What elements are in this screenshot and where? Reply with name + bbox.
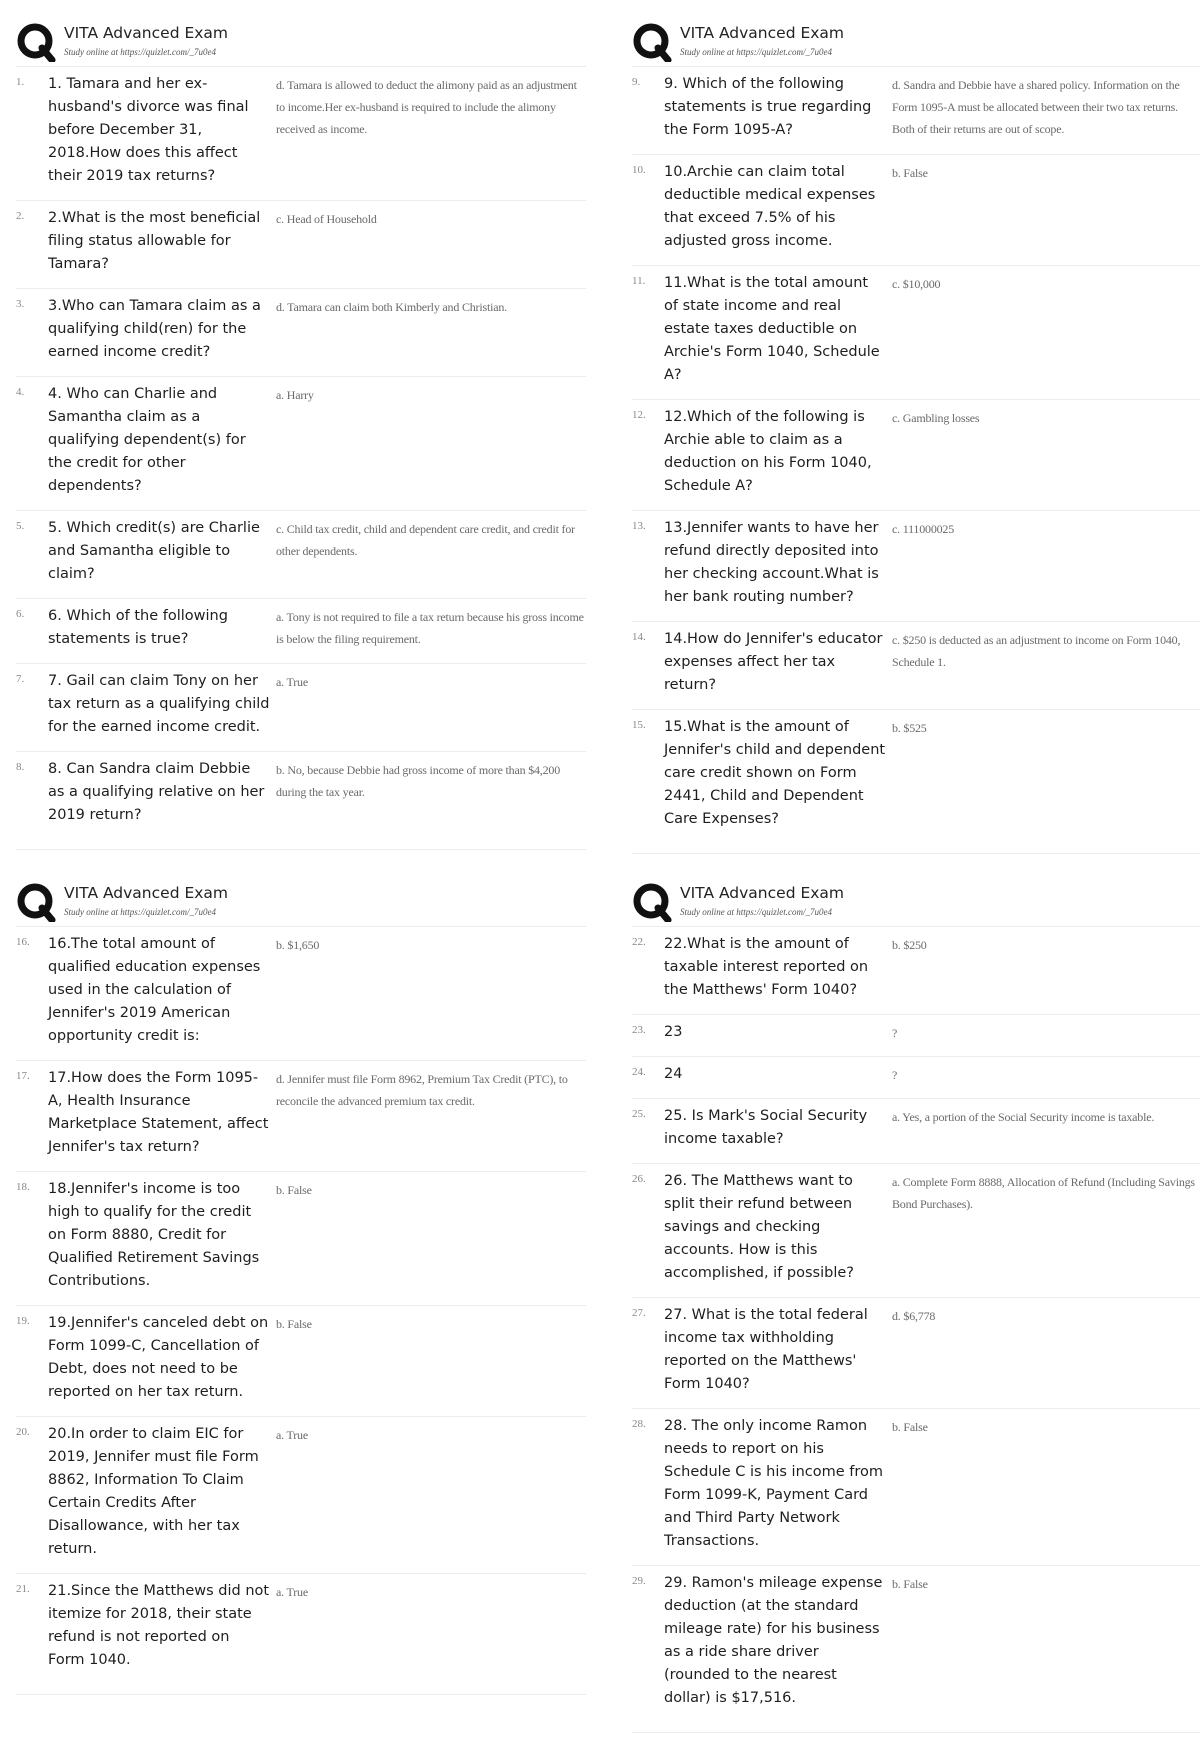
question-number: 9. [632, 76, 641, 88]
question-text: 7. Gail can claim Tony on her tax return as a qualifying child for the earned income credit. [48, 673, 270, 735]
answer-text: ? [892, 1026, 898, 1040]
question-number: 12. [632, 409, 646, 421]
question-number: 11. [632, 275, 646, 287]
qa-row [632, 1163, 1200, 1297]
qa-row [16, 1171, 586, 1305]
qa-row [16, 926, 586, 1060]
question-number: 19. [16, 1315, 30, 1327]
question-number: 17. [16, 1070, 30, 1082]
page-footer [632, 1732, 1200, 1739]
panel-header [16, 878, 586, 924]
exam-title: VITA Advanced Exam [64, 884, 229, 902]
question-number: 16. [16, 936, 30, 948]
question-text: 19.Jennifer's canceled debt on Form 1099-C, Cancellation of Debt, does not need to be reported on her tax return. [48, 1315, 269, 1400]
qa-row [16, 376, 586, 510]
answer-text: c. Head of Household [276, 212, 377, 226]
quizlet-logo-icon [16, 22, 56, 62]
answer-text: b. $1,650 [276, 938, 320, 952]
qa-row [632, 621, 1200, 709]
question-number: 20. [16, 1426, 30, 1438]
answer-text: d. Sandra and Debbie have a shared policy. Information on the Form 1095-A must be allocated between their two tax returns. Both of their returns are out of scope. [892, 78, 1180, 136]
answer-text: a. True [276, 1585, 308, 1599]
answer-text: c. $250 is deducted as an adjustment to income on Form 1040, Schedule 1. [892, 633, 1181, 669]
question-text: 25. Is Mark's Social Security income taxable? [664, 1108, 868, 1147]
question-number: 7. [16, 673, 25, 685]
qa-row [16, 510, 586, 598]
panel-header [16, 18, 586, 64]
question-text: 28. The only income Ramon needs to report on his Schedule C is his income from Form 1099-K, Payment Card and Third Party Network Transactions. [664, 1418, 884, 1549]
question-text: 1. Tamara and her ex-husband's divorce was final before December 31, 2018.How does this affect their 2019 tax returns? [48, 76, 249, 184]
question-number: 25. [632, 1108, 646, 1120]
answer-text: d. Tamara can claim both Kimberly and Christian. [276, 300, 507, 314]
qa-row [632, 1056, 1200, 1098]
qa-row [16, 1416, 586, 1573]
question-text: 29. Ramon's mileage expense deduction (at the standard mileage rate) for his business as a ride share driver (rounded to the nearest dollar) is $17,516. [664, 1575, 883, 1706]
qa-row [16, 288, 586, 376]
qa-row [632, 154, 1200, 265]
question-text: 20.In order to claim EIC for 2019, Jennifer must file Form 8862, Information To Claim Certain Credits After Disallowance, with her tax return. [48, 1426, 259, 1557]
question-number: 5. [16, 520, 25, 532]
study-online-link[interactable]: Study online at https://quizlet.com/_7u0e4 [64, 907, 216, 917]
qa-row [632, 399, 1200, 510]
study-online-link[interactable]: Study online at https://quizlet.com/_7u0e4 [680, 47, 832, 57]
study-online-link[interactable]: Study online at https://quizlet.com/_7u0e4 [680, 907, 832, 917]
question-number: 27. [632, 1307, 646, 1319]
qa-row [16, 1305, 586, 1416]
question-number: 21. [16, 1583, 30, 1595]
qa-row [632, 265, 1200, 399]
question-text: 14.How do Jennifer's educator expenses affect her tax return? [664, 631, 883, 693]
answer-text: c. $10,000 [892, 277, 941, 291]
question-text: 4. Who can Charlie and Samantha claim as a qualifying dependent(s) for the credit for other dependents? [48, 386, 246, 494]
qa-row [632, 1297, 1200, 1408]
qa-row [632, 66, 1200, 154]
question-number: 8. [16, 761, 25, 773]
question-text: 26. The Matthews want to split their refund between savings and checking accounts. How is this accomplished, if possible? [664, 1173, 854, 1281]
question-list [632, 926, 1200, 1722]
qa-row [16, 1573, 586, 1684]
qa-row [632, 1565, 1200, 1722]
qa-row [16, 66, 586, 200]
answer-text: a. True [276, 1428, 308, 1442]
question-number: 23. [632, 1024, 646, 1036]
question-text: 6. Which of the following statements is true? [48, 608, 228, 647]
qa-row [16, 663, 586, 751]
qa-row [16, 751, 586, 839]
question-text: 27. What is the total federal income tax withholding reported on the Matthews' Form 1040? [664, 1307, 868, 1392]
question-text: 8. Can Sandra claim Debbie as a qualifying relative on her 2019 return? [48, 761, 265, 823]
answer-text: d. $6,778 [892, 1309, 936, 1323]
answer-text: b. No, because Debbie had gross income of more than $4,200 during the tax year. [276, 763, 560, 799]
question-number: 1. [16, 76, 25, 88]
panel-header [632, 878, 1200, 924]
question-text: 21.Since the Matthews did not itemize for 2018, their state refund is not reported on Form 1040. [48, 1583, 270, 1668]
exam-title: VITA Advanced Exam [680, 24, 845, 42]
answer-text: d. Jennifer must file Form 8962, Premium Tax Credit (PTC), to reconcile the advanced premium tax credit. [276, 1072, 568, 1108]
question-text: 23 [664, 1024, 683, 1040]
exam-title: VITA Advanced Exam [680, 884, 845, 902]
qa-row [632, 1408, 1200, 1565]
question-number: 2. [16, 210, 25, 222]
question-text: 16.The total amount of qualified education expenses used in the calculation of Jennifer's 2019 American opportunity credit is: [48, 936, 261, 1044]
question-number: 28. [632, 1418, 646, 1430]
exam-panel-3 [16, 878, 586, 1701]
question-number: 22. [632, 936, 646, 948]
question-number: 14. [632, 631, 646, 643]
qa-row [632, 709, 1200, 843]
question-number: 4. [16, 386, 25, 398]
question-text: 18.Jennifer's income is too high to qualify for the credit on Form 8880, Credit for Qualified Retirement Savings Contributions. [48, 1181, 260, 1289]
page-footer [16, 849, 586, 856]
question-text: 2.What is the most beneficial filing status allowable for Tamara? [48, 210, 261, 272]
question-list [632, 66, 1200, 843]
answer-text: a. Tony is not required to file a tax return because his gross income is below the filing requirement. [276, 610, 584, 646]
question-text: 3.Who can Tamara claim as a qualifying child(ren) for the earned income credit? [48, 298, 261, 360]
exam-panel-4 [632, 878, 1200, 1739]
quizlet-logo-icon [632, 22, 672, 62]
question-text: 9. Which of the following statements is true regarding the Form 1095-A? [664, 76, 872, 138]
panel-header [632, 18, 1200, 64]
answer-text: c. Gambling losses [892, 411, 980, 425]
answer-text: b. False [892, 1577, 928, 1591]
exam-panel-2 [632, 18, 1200, 860]
qa-row [16, 1060, 586, 1171]
answer-text: b. False [892, 1420, 928, 1434]
answer-text: c. Child tax credit, child and dependent care credit, and credit for other dependents. [276, 522, 575, 558]
answer-text: b. False [892, 166, 928, 180]
answer-text: b. $250 [892, 938, 927, 952]
answer-text: a. True [276, 675, 308, 689]
answer-text: b. False [276, 1317, 312, 1331]
question-text: 17.How does the Form 1095-A, Health Insurance Marketplace Statement, affect Jennifer's tax return? [48, 1070, 269, 1155]
question-number: 26. [632, 1173, 646, 1185]
answer-text: b. $525 [892, 721, 927, 735]
qa-row [632, 926, 1200, 1014]
qa-row [16, 598, 586, 663]
question-number: 24. [632, 1066, 646, 1078]
question-text: 13.Jennifer wants to have her refund directly deposited into her checking account.What is her bank routing number? [664, 520, 879, 605]
question-list [16, 926, 586, 1684]
question-text: 12.Which of the following is Archie able to claim as a deduction on his Form 1040, Schedule A? [664, 409, 872, 494]
question-text: 10.Archie can claim total deductible medical expenses that exceed 7.5% of his adjusted gross income. [664, 164, 876, 249]
qa-row [632, 1014, 1200, 1056]
question-text: 15.What is the amount of Jennifer's child and dependent care credit shown on Form 2441, Child and Dependent Care Expenses? [664, 719, 886, 827]
answer-text: ? [892, 1068, 898, 1082]
answer-text: a. Yes, a portion of the Social Security income is taxable. [892, 1110, 1155, 1124]
question-number: 15. [632, 719, 646, 731]
question-list [16, 66, 586, 839]
question-number: 10. [632, 164, 646, 176]
page-footer [632, 853, 1200, 860]
quizlet-logo-icon [16, 882, 56, 922]
question-number: 29. [632, 1575, 646, 1587]
question-text: 11.What is the total amount of state income and real estate taxes deductible on Archie's Form 1040, Schedule A? [664, 275, 880, 383]
qa-row [16, 200, 586, 288]
answer-text: c. 111000025 [892, 522, 955, 536]
qa-row [632, 510, 1200, 621]
question-number: 18. [16, 1181, 30, 1193]
question-number: 6. [16, 608, 25, 620]
question-text: 5. Which credit(s) are Charlie and Samantha eligible to claim? [48, 520, 260, 582]
exam-title: VITA Advanced Exam [64, 24, 229, 42]
answer-text: a. Complete Form 8888, Allocation of Refund (Including Savings Bond Purchases). [892, 1175, 1195, 1211]
exam-panel-1 [16, 18, 586, 856]
answer-text: a. Harry [276, 388, 314, 402]
question-text: 22.What is the amount of taxable interest reported on the Matthews' Form 1040? [664, 936, 869, 998]
quizlet-logo-icon [632, 882, 672, 922]
answer-text: b. False [276, 1183, 312, 1197]
answer-text: d. Tamara is allowed to deduct the alimony paid as an adjustment to income.Her ex-husband is required to include the alimony received as income. [276, 78, 577, 136]
question-number: 13. [632, 520, 646, 532]
question-number: 3. [16, 298, 25, 310]
question-text: 24 [664, 1066, 683, 1082]
study-online-link[interactable]: Study online at https://quizlet.com/_7u0e4 [64, 47, 216, 57]
qa-row [632, 1098, 1200, 1163]
